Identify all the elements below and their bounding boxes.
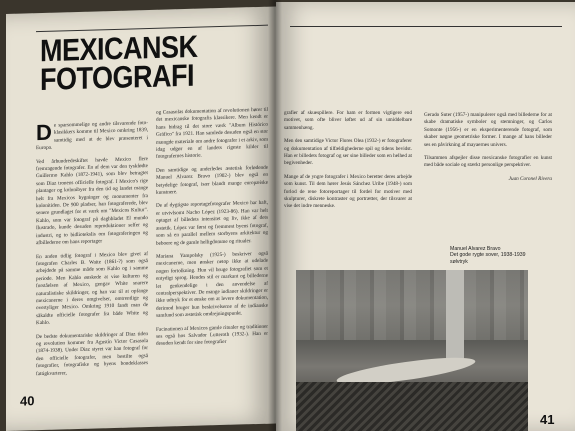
paragraph: De af dygtigste reportagefotografer Mexico har haft, er utvivlsomt Nacho López (1923-86). Han var helt optaget af billedets intensitet og liv, ikke af dets æstetik. López var først og fremmest byens fotograf, som så en parallel mellem storbyens arkitektur og beboere og de gamle helligdomme og ritualer. <box>156 200 268 247</box>
title-line-2: FOTOGRAFI <box>40 58 194 97</box>
paragraph: og Casasolas dokumentation af revolutionen hører til det mexicanske fotografis klassikere. Men kendt er hans bidrag til det store værk "Album Histórico Gráfico" fra 1921. Han samlede desuden også en stor mængde materiale om andre fotografer i et arkiv, som idag udgør en af landets rigeste kilder til fotografernes historie. <box>156 106 268 161</box>
book-gutter <box>268 0 282 431</box>
caption-photographer: Manuel Alvarez Bravo <box>450 246 501 252</box>
photo-post <box>446 270 464 365</box>
author-signature: Juan Coronel Rivera <box>508 175 552 182</box>
paragraph: grafier af skuespillere. For ham er formen vigtigere end motivet, som ofte bliver løftet ud af sin umiddelbare sammenhæng. <box>284 110 412 131</box>
left-page <box>6 6 276 431</box>
paragraph: Mange af de yngre fotografer i Mexico beretter deres arbejde som kunst. Til dem hører Jesús Sánchez Uribe (1948-) som forlod de rene fotoreportager til fordel for motiver med skulpturer, diskrete kontraster og portrætter, der tilsvarer at vise det indre menneske. <box>284 173 412 210</box>
page-number-left: 40 <box>20 393 35 409</box>
photograph <box>296 270 528 431</box>
paragraph: En anden tidlig fotograf i Mexico blev givet af fotografen Charles B. Waite (1861-?) som også arbejdede på samme måde som Kahlo og i samme periode. Men Kahlo ønskede at vise kulturen og forståelsen af Mexico, gengav White snarere naturalistiske skildringer, og han var til at opfange mexicanerne i deres omgivelser, omtrentlige og overtyliger Mexico. Omkring 1910 fandt man de såkaldte officielle fotografer fra både White og Kahlo. <box>36 250 148 327</box>
right-column-1 <box>284 110 412 268</box>
top-rule <box>290 26 562 27</box>
photo-caption <box>450 246 526 265</box>
photo-wall <box>296 270 528 340</box>
caption-title: Det gode rygte sover, 1938-1939 <box>450 252 526 259</box>
left-column-1 <box>36 120 148 423</box>
paragraph: Ved århundredeskiftet havde Mexico flere fremragende fotografer. En af dem var den tyskfødte Guillermo Kahlo (1872-1941), som blev betragtet som Diaz tronens officielle fotograf. I Mexico's rige plantager og kolonibyer fra den tid og landet mange helt fra Mexicos bygninger og monumenter fra kolonitiden. De 900 pladser, han fotograferede, blev senere grundlaget for et værk om "Mexicos Kultur". Kahlo, som var fotograf på daghbladet El mundo Ilustrado, kunde desuden reproduktioner selfer og industri, og to bidliotekslis om fotograferingen og afbillederne om hans reportager <box>36 155 148 247</box>
paragraph: Mariana Yampolsky (1925-) beskriver også mexicanerne, men ønsker netop ikke at udelade nogen fortolkning. Hun vil bruge fotografiet som et entydigt sprog. Hendes stil er markant og billederne let genkendelige i den anvendelse af centralperspektiver. De mange indianer skildringer er ikke udtryk for et ønske om at levere dokumentation, derimod bruger hun beskrivelserne af de indianske samfund som æstetisk omdrejningspunkt. <box>156 250 268 319</box>
photo-ground <box>296 382 528 431</box>
drop-cap: D <box>36 120 52 146</box>
title-line-1: MEXICANSK <box>40 29 198 69</box>
page-number-right: 41 <box>540 412 555 427</box>
paragraph: Gerado Suter (1957-) manipulerer også med billederne for at skabe dramatiske symboler og stemninger, og Carlos Somonte (1956-) er en eksperimenterende fotograf, som skaber nøgne geometriske former. I mange af hans billeder ses en påvirkning af mayaernes univers. <box>424 112 552 148</box>
paragraph: Facinationen af Mexicos gamle ritualer og traditioner ses også hos Salvador Lutteroth (1932-). Han er desuden kendt for sine fotografier <box>156 323 268 348</box>
paragraph: Den samtidige og anderledes æstetisk forlødende Manuel Alvarez Bravo (1902-) blev også en betydelige fotograf, især blandt mange europæiske kunstnere. <box>156 164 268 196</box>
paragraph: Men den samtidige Victor Flores Olea (1932-) er fotograferer og dokumentation af tilfældighederne spil og tidens bevidst. Han er billedets fotograf og ser sine billeder som en helhed at begivenheder. <box>284 138 412 167</box>
paragraph: De sparsommelige og andre tilsvarende foto-klasikkers komme til Mexico omkring 1839, samtidig med at de blev præsenteret i Europa. <box>36 120 148 152</box>
left-column-2 <box>156 107 268 422</box>
paragraph: Tilsammen afspejler disse mexicanske fotografier en kunst med både sociale og stærkt personlige perspektiver. <box>424 155 552 169</box>
caption-technique: sølvtryk <box>450 258 468 265</box>
right-page <box>276 2 575 431</box>
article-title <box>40 29 198 97</box>
right-column-2 <box>424 112 552 232</box>
paragraph: De bedste dokumentariske skildringer af Diaz tiden og revolution kommer fra Agustín Victor Casasola (1874-1938). Under Diaz styret var han fotograf for den officielle fotografer, men bestilte også fotografier, fotografiske og byens bondeklasses fattigkvarterer, <box>36 330 148 377</box>
